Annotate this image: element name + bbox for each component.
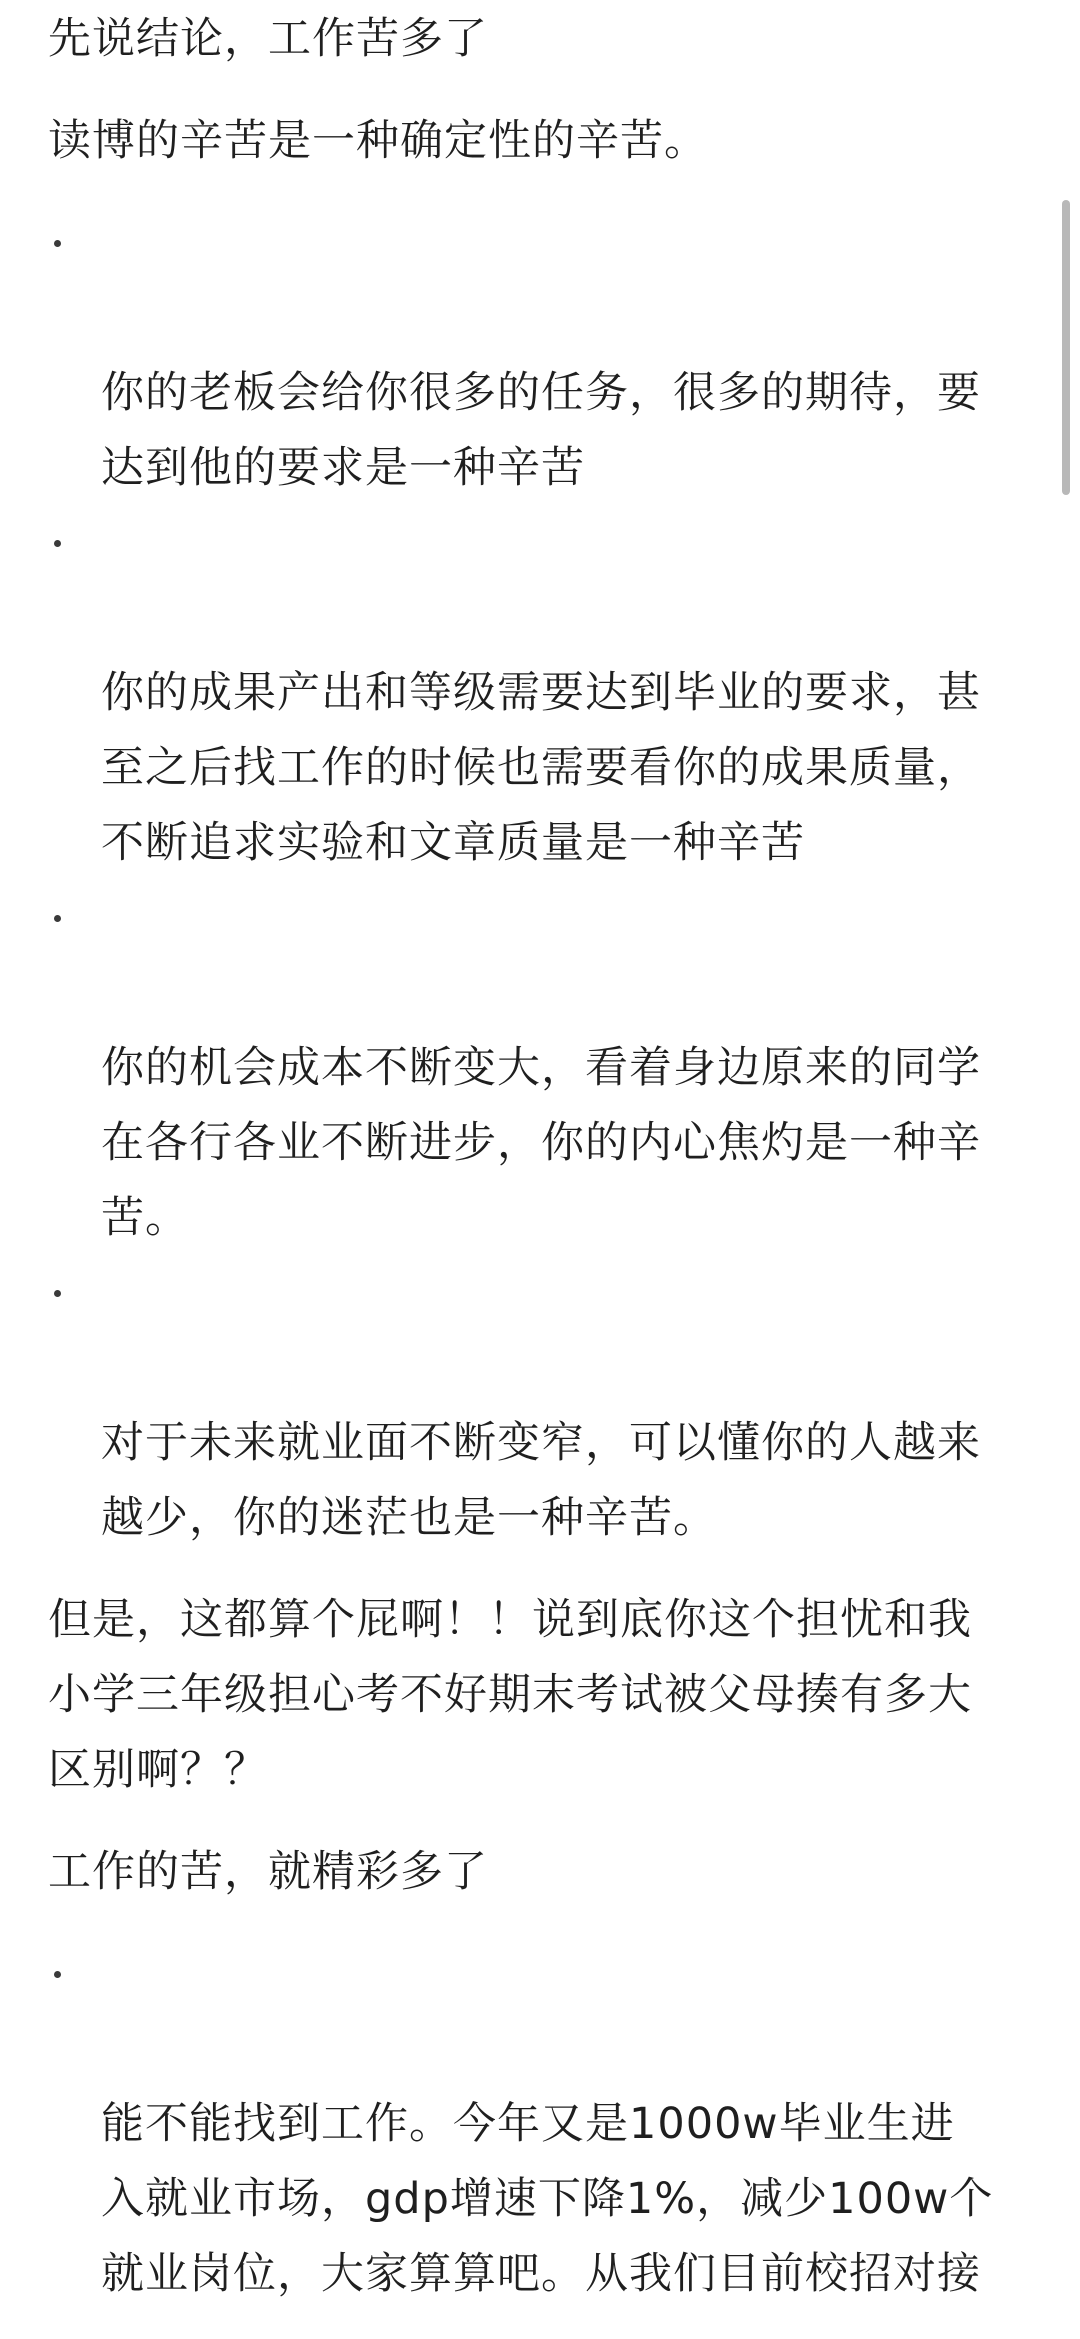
list-item-text: 能不能找到工作。今年又是1000w毕业生进 入就业市场，gdp增速下降1%，减少100w个 就业岗位，大家算算吧。从我们目前校招对接 xyxy=(101,2099,994,2299)
list-item xyxy=(48,506,1038,881)
list-item-text: 你的老板会给你很多的任务，很多的期待，要 达到他的要求是一种辛苦 xyxy=(101,368,981,493)
list-item-text: 对于未来就业面不断变窄，可以懂你的人越来 越少，你的迷茫也是一种辛苦。 xyxy=(101,1418,981,1543)
bullet-dot xyxy=(54,1971,61,1978)
work-intro-paragraph: 工作的苦，就精彩多了 xyxy=(48,1847,488,1897)
bullet-dot xyxy=(54,1290,61,1297)
phd-hardship-paragraph: 读博的辛苦是一种确定性的辛苦。 xyxy=(48,116,708,166)
rebuttal-paragraph: 但是，这都算个屁啊！！说到底你这个担忧和我 小学三年级担心考不好期末考试被父母揍有多大 区别啊？？ xyxy=(48,1595,972,1795)
list-item xyxy=(48,1937,1038,2312)
bullet-dot xyxy=(54,915,61,922)
list-item xyxy=(48,881,1038,1256)
bullet-dot xyxy=(54,540,61,547)
list-item xyxy=(48,1256,1038,1556)
work-hardship-list xyxy=(48,1937,1038,2312)
list-item-text: 你的机会成本不断变大，看着身边原来的同学 在各行各业不断进步，你的内心焦灼是一种辛 苦。 xyxy=(101,1043,981,1243)
bullet-dot xyxy=(54,240,61,247)
phd-hardship-list xyxy=(48,206,1038,1556)
scrollbar[interactable] xyxy=(1062,200,1070,495)
answer-body xyxy=(48,2,1038,2339)
list-item xyxy=(48,206,1038,506)
conclusion-paragraph: 先说结论，工作苦多了 xyxy=(48,14,488,64)
list-item-text: 你的成果产出和等级需要达到毕业的要求，甚 至之后找工作的时候也需要看你的成果质量， 不断追求实验和文章质量是一种辛苦 xyxy=(101,668,981,868)
